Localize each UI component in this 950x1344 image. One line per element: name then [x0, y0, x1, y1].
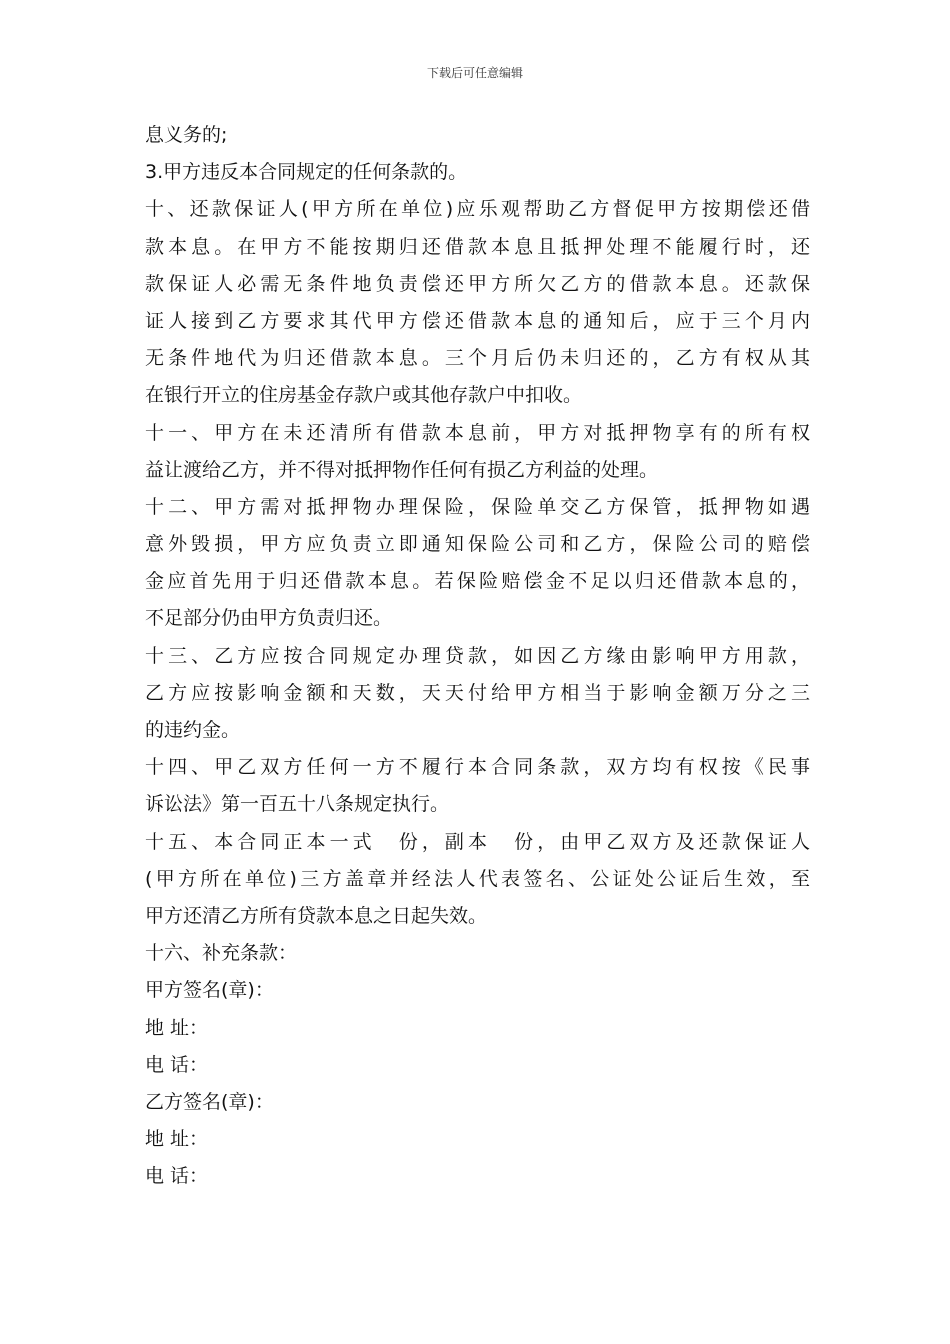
text-line: 无条件地代为归还借款本息。三个月后仍未归还的，乙方有权从其 — [145, 347, 810, 370]
text-line: 十四、甲乙双方任何一方不履行本合同条款，双方均有权按《民事 — [145, 756, 810, 779]
text-line: 诉讼法》第一百五十八条规定执行。 — [145, 793, 450, 816]
text-line: 息义务的; — [145, 124, 228, 146]
text-line: 意外毁损，甲方应负责立即通知保险公司和乙方，保险公司的赔偿 — [145, 533, 810, 556]
text-line: 十三、乙方应按合同规定办理贷款，如因乙方缘由影响甲方用款， — [145, 644, 810, 667]
text-line: 款本息。在甲方不能按期归还借款本息且抵押处理不能履行时，还 — [145, 235, 810, 258]
text-line: 乙方应按影响金额和天数，天天付给甲方相当于影响金额万分之三 — [145, 681, 810, 704]
text-line: 地 址： — [145, 1016, 209, 1039]
text-line: 甲方签名(章)： — [145, 979, 274, 1002]
document-body — [145, 117, 810, 1195]
text-line: 十一、甲方在未还清所有借款本息前，甲方对抵押物享有的所有权 — [145, 421, 810, 444]
text-line: 的违约金。 — [145, 719, 241, 741]
text-line: 在银行开立的住房基金存款户或其他存款户中扣收。 — [145, 384, 583, 407]
text-line: 益让渡给乙方，并不得对抵押物作任何有损乙方利益的处理。 — [145, 458, 659, 481]
text-line: 证人接到乙方要求其代甲方偿还借款本息的通知后，应于三个月内 — [145, 309, 810, 332]
text-line: 十六、补充条款： — [145, 942, 298, 965]
text-line: 款保证人必需无条件地负责偿还甲方所欠乙方的借款本息。还款保 — [145, 272, 810, 295]
text-line: 3.甲方违反本合同规定的任何条款的。 — [145, 161, 468, 184]
text-line: (甲方所在单位)三方盖章并经法人代表签名、公证处公证后生效，至 — [145, 867, 810, 890]
text-line: 乙方签名(章)： — [145, 1090, 274, 1113]
text-line: 不足部分仍由甲方负责归还。 — [145, 607, 393, 630]
page-header: 下载后可任意编辑 — [426, 66, 523, 80]
text-line: 金应首先用于归还借款本息。若保险赔偿金不足以归还借款本息的， — [145, 570, 810, 593]
text-line: 十五、本合同正本一式 份，副本 份，由甲乙双方及还款保证人 — [145, 830, 810, 853]
text-line: 十、还款保证人(甲方所在单位)应乐观帮助乙方督促甲方按期偿还借 — [145, 198, 810, 221]
text-line: 甲方还清乙方所有贷款本息之日起失效。 — [145, 904, 488, 927]
text-line: 电 话： — [145, 1053, 209, 1076]
text-line: 电 话： — [145, 1165, 209, 1188]
text-line: 十二、甲方需对抵押物办理保险，保险单交乙方保管，抵押物如遇 — [145, 495, 810, 518]
text-line: 地 址： — [145, 1128, 209, 1151]
